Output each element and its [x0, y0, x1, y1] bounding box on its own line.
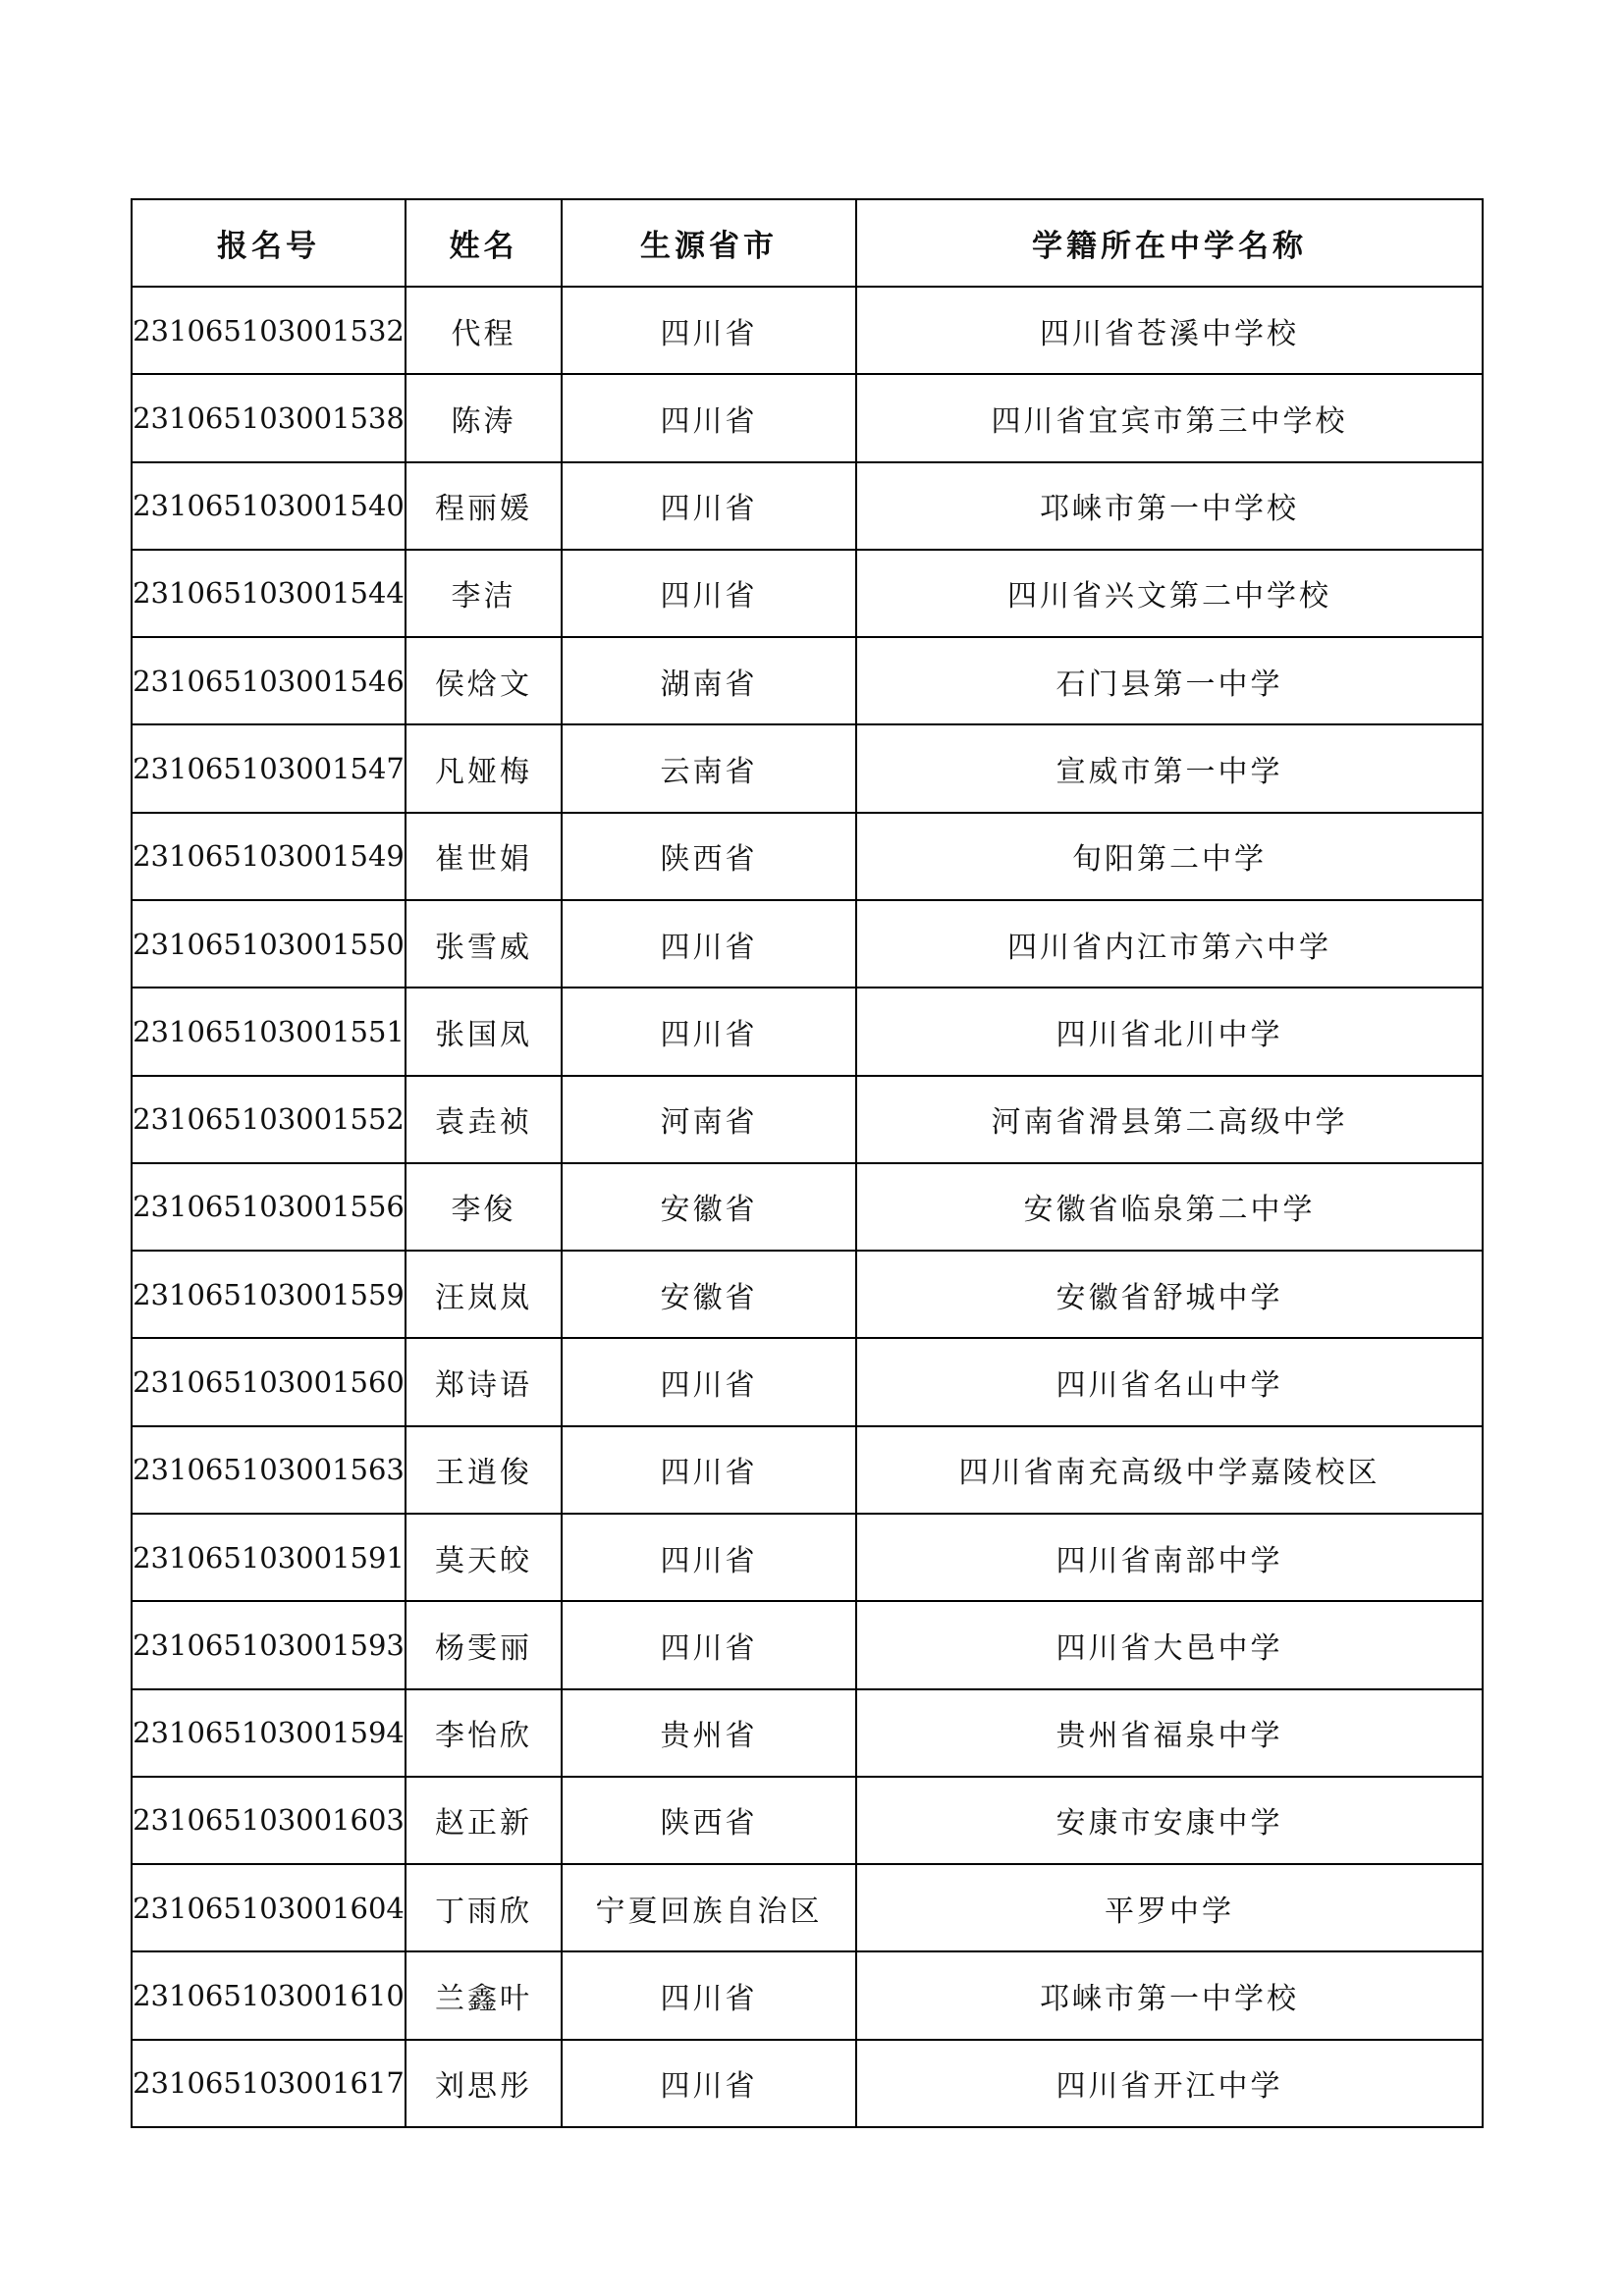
- registration-number-cell: 231065103001560: [132, 1338, 406, 1425]
- registration-number-cell: 231065103001563: [132, 1426, 406, 1514]
- registration-number-cell: 231065103001550: [132, 900, 406, 988]
- registration-number-cell: 231065103001551: [132, 988, 406, 1075]
- source-province-cell: 陕西省: [562, 813, 856, 900]
- student-name-cell: 代程: [406, 287, 562, 374]
- source-province-cell: 陕西省: [562, 1777, 856, 1864]
- registration-number-cell: 231065103001559: [132, 1251, 406, 1338]
- student-name-cell: 丁雨欣: [406, 1864, 562, 1951]
- school-name-cell: 四川省北川中学: [856, 988, 1483, 1075]
- student-name-cell: 张国凤: [406, 988, 562, 1075]
- school-name-cell: 邛崃市第一中学校: [856, 1951, 1483, 2039]
- source-province-cell: 安徽省: [562, 1251, 856, 1338]
- registration-number-cell: 231065103001594: [132, 1689, 406, 1777]
- student-name-cell: 杨雯丽: [406, 1601, 562, 1688]
- school-name-cell: 四川省苍溪中学校: [856, 287, 1483, 374]
- table-row: [132, 1777, 1483, 1864]
- source-province-cell: 四川省: [562, 2040, 856, 2127]
- table-row: [132, 813, 1483, 900]
- school-name-cell: 安康市安康中学: [856, 1777, 1483, 1864]
- source-province-cell: 四川省: [562, 1426, 856, 1514]
- table-row: [132, 1426, 1483, 1514]
- student-name-cell: 侯焓文: [406, 637, 562, 724]
- student-name-cell: 程丽媛: [406, 462, 562, 550]
- table-row: [132, 1951, 1483, 2039]
- school-name-cell: 安徽省舒城中学: [856, 1251, 1483, 1338]
- table-row: [132, 724, 1483, 812]
- student-name-cell: 李俊: [406, 1163, 562, 1251]
- table-row: [132, 1514, 1483, 1601]
- source-province-cell: 四川省: [562, 1951, 856, 2039]
- source-province-cell: 安徽省: [562, 1163, 856, 1251]
- table-row: [132, 900, 1483, 988]
- registration-number-cell: 231065103001591: [132, 1514, 406, 1601]
- student-name-cell: 李洁: [406, 550, 562, 637]
- source-province-cell: 四川省: [562, 988, 856, 1075]
- student-name-cell: 刘思彤: [406, 2040, 562, 2127]
- registration-number-cell: 231065103001556: [132, 1163, 406, 1251]
- table-row: [132, 637, 1483, 724]
- school-name-cell: 平罗中学: [856, 1864, 1483, 1951]
- student-name-cell: 郑诗语: [406, 1338, 562, 1425]
- student-name-cell: 张雪威: [406, 900, 562, 988]
- header-registration-number: 报名号: [132, 199, 406, 287]
- registration-number-cell: 231065103001617: [132, 2040, 406, 2127]
- source-province-cell: 四川省: [562, 287, 856, 374]
- student-name-cell: 崔世娟: [406, 813, 562, 900]
- registration-number-cell: 231065103001546: [132, 637, 406, 724]
- school-name-cell: 石门县第一中学: [856, 637, 1483, 724]
- school-name-cell: 旬阳第二中学: [856, 813, 1483, 900]
- registration-number-cell: 231065103001610: [132, 1951, 406, 2039]
- school-name-cell: 邛崃市第一中学校: [856, 462, 1483, 550]
- school-name-cell: 贵州省福泉中学: [856, 1689, 1483, 1777]
- student-name-cell: 汪岚岚: [406, 1251, 562, 1338]
- school-name-cell: 四川省兴文第二中学校: [856, 550, 1483, 637]
- school-name-cell: 四川省宜宾市第三中学校: [856, 374, 1483, 461]
- source-province-cell: 四川省: [562, 900, 856, 988]
- table-row: [132, 1338, 1483, 1425]
- registration-number-cell: 231065103001540: [132, 462, 406, 550]
- registration-number-cell: 231065103001604: [132, 1864, 406, 1951]
- table-row: [132, 1689, 1483, 1777]
- registration-number-cell: 231065103001538: [132, 374, 406, 461]
- school-name-cell: 四川省南部中学: [856, 1514, 1483, 1601]
- table-row: [132, 374, 1483, 461]
- school-name-cell: 安徽省临泉第二中学: [856, 1163, 1483, 1251]
- registration-number-cell: 231065103001544: [132, 550, 406, 637]
- table-header-row: [132, 199, 1483, 287]
- table-row: [132, 287, 1483, 374]
- school-name-cell: 四川省南充高级中学嘉陵校区: [856, 1426, 1483, 1514]
- student-roster-table: [131, 198, 1484, 2128]
- registration-number-cell: 231065103001547: [132, 724, 406, 812]
- header-name: 姓名: [406, 199, 562, 287]
- table-row: [132, 462, 1483, 550]
- source-province-cell: 云南省: [562, 724, 856, 812]
- registration-number-cell: 231065103001603: [132, 1777, 406, 1864]
- table-row: [132, 1601, 1483, 1688]
- header-school-name: 学籍所在中学名称: [856, 199, 1483, 287]
- student-name-cell: 王逍俊: [406, 1426, 562, 1514]
- table-row: [132, 550, 1483, 637]
- table-row: [132, 988, 1483, 1075]
- table-body: [132, 287, 1483, 2127]
- table-row: [132, 1163, 1483, 1251]
- table-row: [132, 1076, 1483, 1163]
- student-name-cell: 凡娅梅: [406, 724, 562, 812]
- student-name-cell: 李怡欣: [406, 1689, 562, 1777]
- source-province-cell: 四川省: [562, 1514, 856, 1601]
- student-name-cell: 莫天皎: [406, 1514, 562, 1601]
- student-name-cell: 赵正新: [406, 1777, 562, 1864]
- table-row: [132, 1251, 1483, 1338]
- school-name-cell: 四川省开江中学: [856, 2040, 1483, 2127]
- registration-number-cell: 231065103001552: [132, 1076, 406, 1163]
- student-name-cell: 兰鑫叶: [406, 1951, 562, 2039]
- source-province-cell: 贵州省: [562, 1689, 856, 1777]
- school-name-cell: 四川省名山中学: [856, 1338, 1483, 1425]
- source-province-cell: 四川省: [562, 550, 856, 637]
- table-row: [132, 2040, 1483, 2127]
- school-name-cell: 四川省大邑中学: [856, 1601, 1483, 1688]
- source-province-cell: 四川省: [562, 1338, 856, 1425]
- student-name-cell: 袁垚祯: [406, 1076, 562, 1163]
- header-source-province: 生源省市: [562, 199, 856, 287]
- registration-number-cell: 231065103001593: [132, 1601, 406, 1688]
- source-province-cell: 湖南省: [562, 637, 856, 724]
- source-province-cell: 河南省: [562, 1076, 856, 1163]
- source-province-cell: 四川省: [562, 1601, 856, 1688]
- school-name-cell: 宣威市第一中学: [856, 724, 1483, 812]
- registration-number-cell: 231065103001549: [132, 813, 406, 900]
- source-province-cell: 四川省: [562, 374, 856, 461]
- registration-number-cell: 231065103001532: [132, 287, 406, 374]
- student-name-cell: 陈涛: [406, 374, 562, 461]
- source-province-cell: 四川省: [562, 462, 856, 550]
- source-province-cell: 宁夏回族自治区: [562, 1864, 856, 1951]
- table-row: [132, 1864, 1483, 1951]
- school-name-cell: 河南省滑县第二高级中学: [856, 1076, 1483, 1163]
- school-name-cell: 四川省内江市第六中学: [856, 900, 1483, 988]
